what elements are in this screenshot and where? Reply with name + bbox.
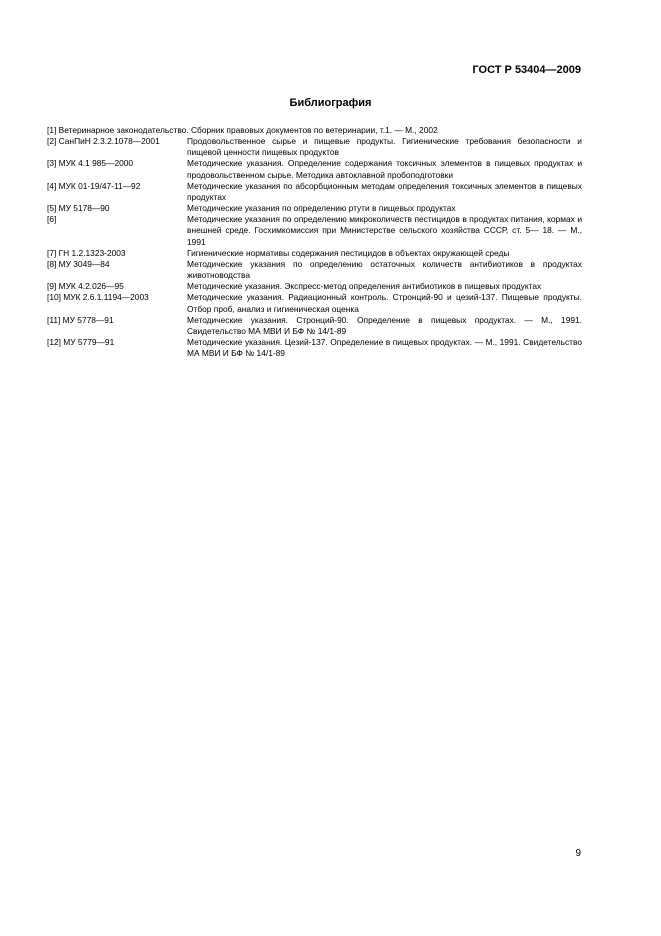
entry-text: Методические указания. Цезий-137. Определение в пищевых продуктах. — М., 1991. Свидетельство МА МВИ И БФ № 14/1-89: [187, 336, 582, 359]
entry-text: Методические указания по абсорбционным методам определения токсичных элементов в пищевых продуктах: [187, 180, 582, 202]
entry-text: Продовольственное сырье и пищевые продукты. Гигиенические требования безопасности и пищевой ценности пищевых продуктов: [187, 136, 582, 158]
bibliography-entry: [47, 281, 582, 292]
entry-text: [1] Ветеринарное законодательство. Сборник правовых документов по ветеринарии, т.1. — М., 2002: [47, 125, 438, 135]
entry-ref: [6]: [47, 214, 57, 225]
entry-ref: [10] МУК 2.6.1.1194—2003: [47, 292, 149, 303]
bibliography-entry: [47, 248, 582, 259]
entry-ref: [12] МУ 5779—91: [47, 336, 115, 347]
bibliography-entry: [47, 203, 582, 214]
entry-ref: [9] МУК 4.2.026—95: [47, 281, 124, 292]
bibliography-entry: [47, 125, 582, 136]
entry-text: Методические указания. Стронций-90. Определение в пищевых продуктах. — М., 1991. Свидетельство МА МВИ И БФ № 14/1-89: [187, 314, 582, 336]
entry-text: Методические указания по определению остаточных количеств антибиотиков в продуктах животноводства: [187, 258, 582, 281]
entry-ref: [4] МУК 01-19/47-11—92: [47, 180, 141, 191]
entry-ref: [3] МУК 4.1 985—2000: [47, 158, 134, 169]
page-title: Библиография: [289, 97, 372, 109]
standard-number: ГОСТ Р 53404—2009: [472, 64, 581, 76]
entry-ref: [5] МУ 5178—90: [47, 203, 110, 214]
entry-text: Методические указания по определению микроколичеств пестицидов в продуктах питания, кормах и внешней среде. Госхимкомиссия при Министерстве сельского хозяйства СССР, ст. 5— 18. — М., 1991: [187, 214, 582, 247]
bibliography-entry: [47, 214, 582, 247]
entry-text: Методические указания. Экспресс-метод определения антибиотиков в пищевых продуктах: [187, 281, 542, 292]
bibliography-entry: [47, 315, 582, 337]
bibliography-list: [47, 125, 582, 359]
bibliography-entry: [47, 337, 582, 359]
entry-text: Гигиенические нормативы содержания пестицидов в объектах окружающей среды: [187, 247, 510, 258]
entry-text: Методические указания по определению ртути в пищевых продуктах: [187, 203, 456, 214]
entry-text: Методические указания. Радиационный контроль. Стронций-90 и цезий-137. Пищевые продукты. Отбор проб, анализ и гигиеническая оценка: [187, 292, 582, 314]
entry-text: Методические указания. Определение содержания токсичных элементов в пищевых продуктах и продовольственном сырье. Методика автоклавной пробоподготовки: [187, 158, 582, 180]
entry-ref: [11] МУ 5778—91: [47, 314, 114, 325]
bibliography-entry: [47, 181, 582, 203]
entry-ref: [8] МУ 3049—84: [47, 258, 110, 269]
bibliography-entry: [47, 158, 582, 180]
bibliography-entry: [47, 136, 582, 158]
entry-ref: [7] ГН 1.2.1323-2003: [47, 247, 126, 258]
bibliography-entry: [47, 292, 582, 314]
entry-ref: [2] СанПиН 2.3.2.1078—2001: [47, 136, 160, 147]
page-number: 9: [575, 848, 581, 859]
bibliography-entry: [47, 259, 582, 281]
